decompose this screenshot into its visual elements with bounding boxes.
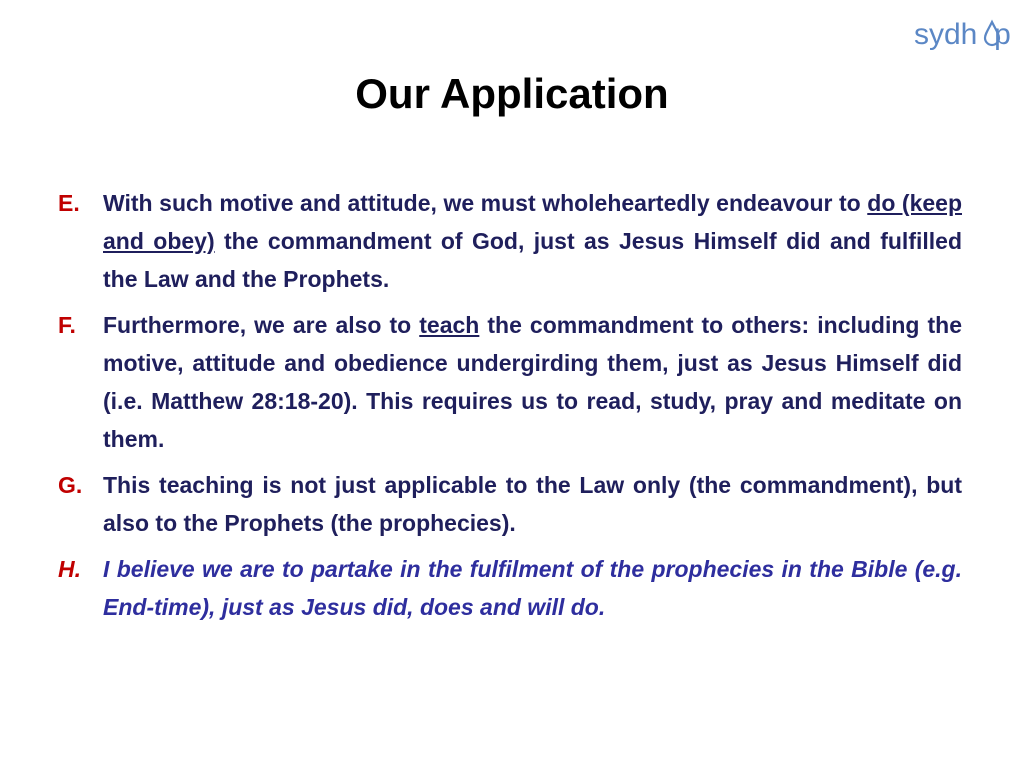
logo-text: sydhop bbox=[914, 18, 1011, 51]
list-item-e bbox=[58, 184, 962, 298]
item-marker: H. bbox=[58, 556, 81, 582]
list-item-f bbox=[58, 306, 962, 458]
item-text: I believe we are to partake in the fulfilment of the prophecies in the Bible (e.g. End-time), just as Jesus did, does and will do. bbox=[103, 556, 962, 620]
item-marker: G. bbox=[58, 472, 83, 498]
page-title: Our Application bbox=[355, 70, 669, 117]
underlined-phrase: do (keep and obey) bbox=[103, 190, 962, 254]
item-text: Furthermore, we are also to teach the commandment to others: including the motive, attitude and obedience undergirding them, just as Jesus Himself did (i.e. Matthew 28:18-20). This requires us to read, study, pray and meditate on them. bbox=[103, 312, 962, 452]
list-item-g bbox=[58, 466, 962, 542]
item-text: This teaching is not just applicable to the Law only (the commandment), but also to the Prophets (the prophecies). bbox=[103, 472, 962, 536]
item-text: With such motive and attitude, we must wholeheartedly endeavour to do (keep and obey) the commandment of God, just as Jesus Himself did and fulfilled the Law and the Prophets. bbox=[103, 190, 962, 292]
underlined-phrase: teach bbox=[419, 312, 480, 338]
sydhop-logo bbox=[912, 8, 1016, 56]
item-marker: E. bbox=[58, 190, 80, 216]
item-marker: F. bbox=[58, 312, 76, 338]
list-item-h bbox=[58, 550, 962, 626]
application-list bbox=[58, 184, 962, 634]
